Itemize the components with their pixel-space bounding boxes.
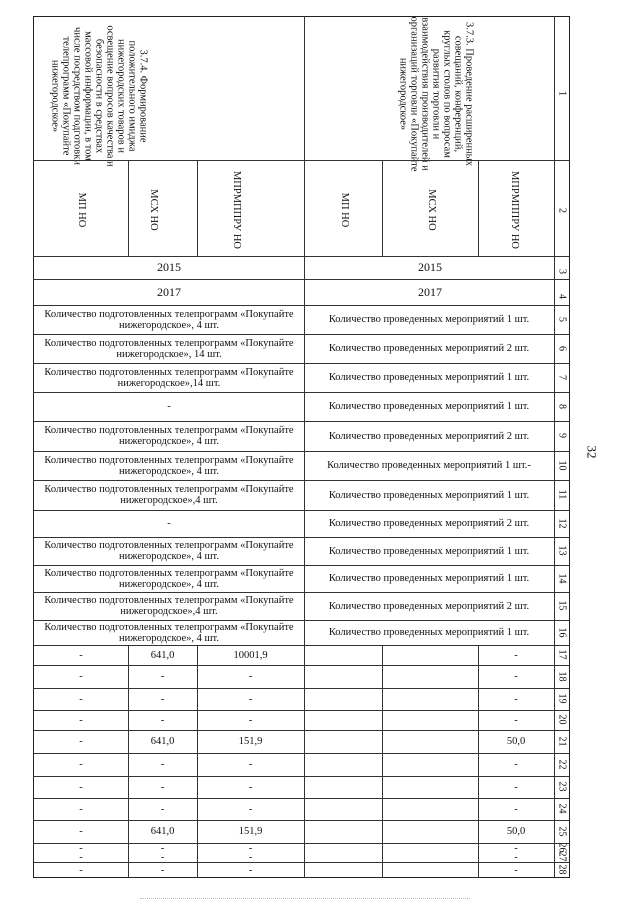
indicator-right-text: Количество проведенных мероприятий 1 шт. — [328, 372, 530, 383]
money-mp: - — [79, 842, 83, 854]
money-right: - — [514, 864, 518, 876]
indicator-right-text: Количество проведенных мероприятий 1 шт. — [328, 627, 530, 638]
money-right: - — [514, 851, 518, 863]
grid-vline — [197, 160, 198, 256]
money-mprm: - — [248, 864, 253, 876]
money-msx: - — [160, 864, 165, 876]
page-number: 32 — [584, 445, 600, 459]
scan-artifact-line — [140, 898, 470, 899]
money-right: - — [514, 693, 518, 705]
indicator-right-text: Количество проведенных мероприятий 2 шт. — [328, 343, 530, 354]
year-end-left: 2017 — [157, 284, 181, 299]
money-msx: - — [160, 693, 165, 705]
indicator-left-text: - — [167, 518, 171, 529]
column-number: 23 — [556, 781, 568, 792]
money-mprm: 151,9 — [238, 736, 263, 747]
column-number: 21 — [556, 736, 568, 746]
money-mp: - — [79, 759, 83, 770]
grid-hline — [33, 256, 570, 257]
column-number: 27 — [556, 851, 568, 862]
column-number: 7 — [556, 374, 568, 380]
indicator-right-text: Количество проведенных мероприятий 1 шт. — [328, 573, 530, 584]
money-mprm: - — [248, 781, 253, 793]
header-right-resp-1: МПРМППРУ НО — [509, 170, 521, 250]
indicator-left-text: Количество подготовленных телепрограмм «Покупайте нижегородское»,4 шт. — [44, 484, 294, 506]
header-right-resp-2: МСХ НО — [426, 189, 438, 231]
indicator-left-text: Количество подготовленных телепрограмм «Покупайте нижегородское»,14 шт. — [44, 366, 294, 389]
column-number: 11 — [556, 489, 568, 500]
money-msx: - — [160, 714, 165, 726]
grid-vline — [304, 16, 305, 878]
indicator-right-text: Количество проведенных мероприятий 1 шт. — [328, 401, 530, 412]
year-start-left: 2015 — [157, 259, 181, 274]
grid-vline — [382, 160, 383, 256]
money-mp: - — [79, 736, 83, 747]
indicator-right-text: Количество проведенных мероприятий 1 шт. — [328, 489, 530, 501]
indicator-left-text: Количество подготовленных телепрограмм «Покупайте нижегородское», 4 шт. — [44, 540, 294, 562]
column-number: 9 — [556, 433, 568, 438]
money-mp: - — [79, 693, 83, 705]
money-msx: - — [160, 671, 165, 682]
column-number: 15 — [556, 600, 568, 611]
grid-vline — [382, 645, 383, 878]
column-number: 20 — [556, 714, 568, 725]
money-mprm: - — [248, 671, 253, 682]
column-number: 13 — [556, 545, 568, 556]
indicator-left-text: Количество подготовленных телепрограмм «Покупайте нижегородское», 14 шт. — [44, 337, 294, 360]
money-msx: - — [160, 842, 165, 854]
column-number: 4 — [556, 294, 568, 299]
money-mp: - — [79, 781, 83, 793]
money-msx: - — [160, 759, 165, 770]
grid-vline — [554, 16, 555, 878]
indicator-left-text: Количество подготовленных телепрограмм «Покупайте нижегородское»,4 шт. — [44, 595, 294, 617]
column-number: 14 — [556, 573, 568, 583]
column-number: 10 — [556, 460, 568, 470]
indicator-left-text: Количество подготовленных телепрограмм «Покупайте нижегородское», 4 шт. — [44, 621, 294, 644]
money-mp: - — [79, 826, 83, 837]
money-mprm: - — [248, 851, 253, 863]
money-mp: - — [79, 714, 83, 726]
money-mprm: - — [248, 714, 253, 726]
column-number: 2 — [556, 208, 568, 213]
column-number: 24 — [556, 803, 568, 814]
indicator-left-text: - — [167, 401, 171, 412]
grid-hline — [33, 160, 570, 161]
column-number: 25 — [556, 826, 568, 836]
column-number: 6 — [556, 345, 568, 351]
header-right-resp-3: МП НО — [339, 192, 351, 228]
money-right: - — [514, 714, 518, 726]
year-end-right: 2017 — [418, 284, 442, 299]
column-number: 19 — [556, 693, 568, 704]
grid-vline — [128, 160, 129, 256]
indicator-left-text: Количество подготовленных телепрограмм «Покупайте нижегородское», 4 шт. — [44, 425, 294, 447]
money-msx: 641,0 — [150, 736, 175, 747]
money-right: - — [514, 759, 518, 770]
money-mprm: - — [248, 803, 253, 815]
money-right: 50,0 — [506, 736, 526, 747]
money-right: 50,0 — [506, 826, 526, 837]
header-left-resp-3: МП НО — [76, 192, 88, 228]
column-number: 16 — [556, 627, 568, 637]
column-number: 26 — [556, 842, 568, 853]
money-mprm: 10001,9 — [233, 649, 268, 661]
column-number: 18 — [556, 671, 568, 681]
money-right: - — [514, 671, 518, 682]
money-mp: - — [79, 649, 83, 661]
indicator-right-text: Количество проведенных мероприятий 1 шт. — [328, 314, 530, 325]
indicator-right-text: Количество проведенных мероприятий 2 шт. — [328, 430, 530, 442]
indicator-left-text: Количество подготовленных телепрограмм «Покупайте нижегородское», 4 шт. — [44, 308, 294, 331]
money-mprm: 151,9 — [238, 826, 263, 837]
grid-hline — [33, 279, 570, 280]
indicator-right-text: Количество проведенных мероприятий 1 шт. — [328, 545, 530, 557]
indicator-right-text: Количество проведенных мероприятий 1 шт.- — [327, 460, 531, 471]
money-mprm: - — [248, 693, 253, 705]
header-left-resp-1: МПРМППРУ НО — [231, 170, 243, 250]
grid-vline — [478, 160, 479, 256]
column-number: 5 — [556, 316, 568, 322]
header-left-resp-2: МСХ НО — [148, 189, 160, 231]
indicator-left-text: Количество подготовленных телепрограмм «Покупайте нижегородское», 4 шт. — [44, 567, 294, 590]
column-number: 3 — [556, 269, 568, 274]
money-mprm: - — [248, 759, 253, 770]
money-msx: - — [160, 851, 165, 863]
money-mp: - — [79, 851, 83, 863]
indicator-left-text: Количество подготовленных телепрограмм «Покупайте нижегородское», 4 шт. — [44, 454, 294, 477]
column-number: 8 — [556, 403, 568, 409]
column-number: 22 — [556, 759, 568, 769]
indicator-right-text: Количество проведенных мероприятий 2 шт. — [328, 518, 530, 529]
money-right: - — [514, 649, 518, 661]
header-left-title: 3.7.4. Формирование положительного имиджа нижегородских товаров и освещение вопросов качества и безопасности в средствах массовой информации, в том числе посредством подготовки телепрограмм «Покупайте нижегородское» — [50, 25, 149, 167]
column-number: 28 — [556, 864, 568, 875]
money-right: - — [514, 781, 518, 793]
money-mp: - — [79, 864, 83, 876]
header-right-title: 3.7.3. Проведение расширенных совещаний, конференций, круглых столов по вопросам развития торговли и взаимодействия производителей и организаций торговли «Покупайте нижегородское» — [398, 16, 475, 172]
money-mprm: - — [248, 842, 253, 854]
column-number: 17 — [556, 649, 568, 660]
money-right: - — [514, 842, 518, 854]
column-number: 1 — [556, 91, 568, 96]
money-mp: - — [79, 803, 83, 815]
money-msx: - — [160, 803, 165, 815]
money-msx: 641,0 — [150, 826, 175, 837]
money-msx: - — [160, 781, 165, 793]
money-msx: 641,0 — [150, 649, 175, 661]
column-number: 12 — [556, 518, 568, 528]
money-right: - — [514, 803, 518, 815]
money-mp: - — [79, 671, 83, 682]
year-start-right: 2015 — [418, 259, 442, 274]
indicator-right-text: Количество проведенных мероприятий 2 шт. — [328, 600, 530, 612]
